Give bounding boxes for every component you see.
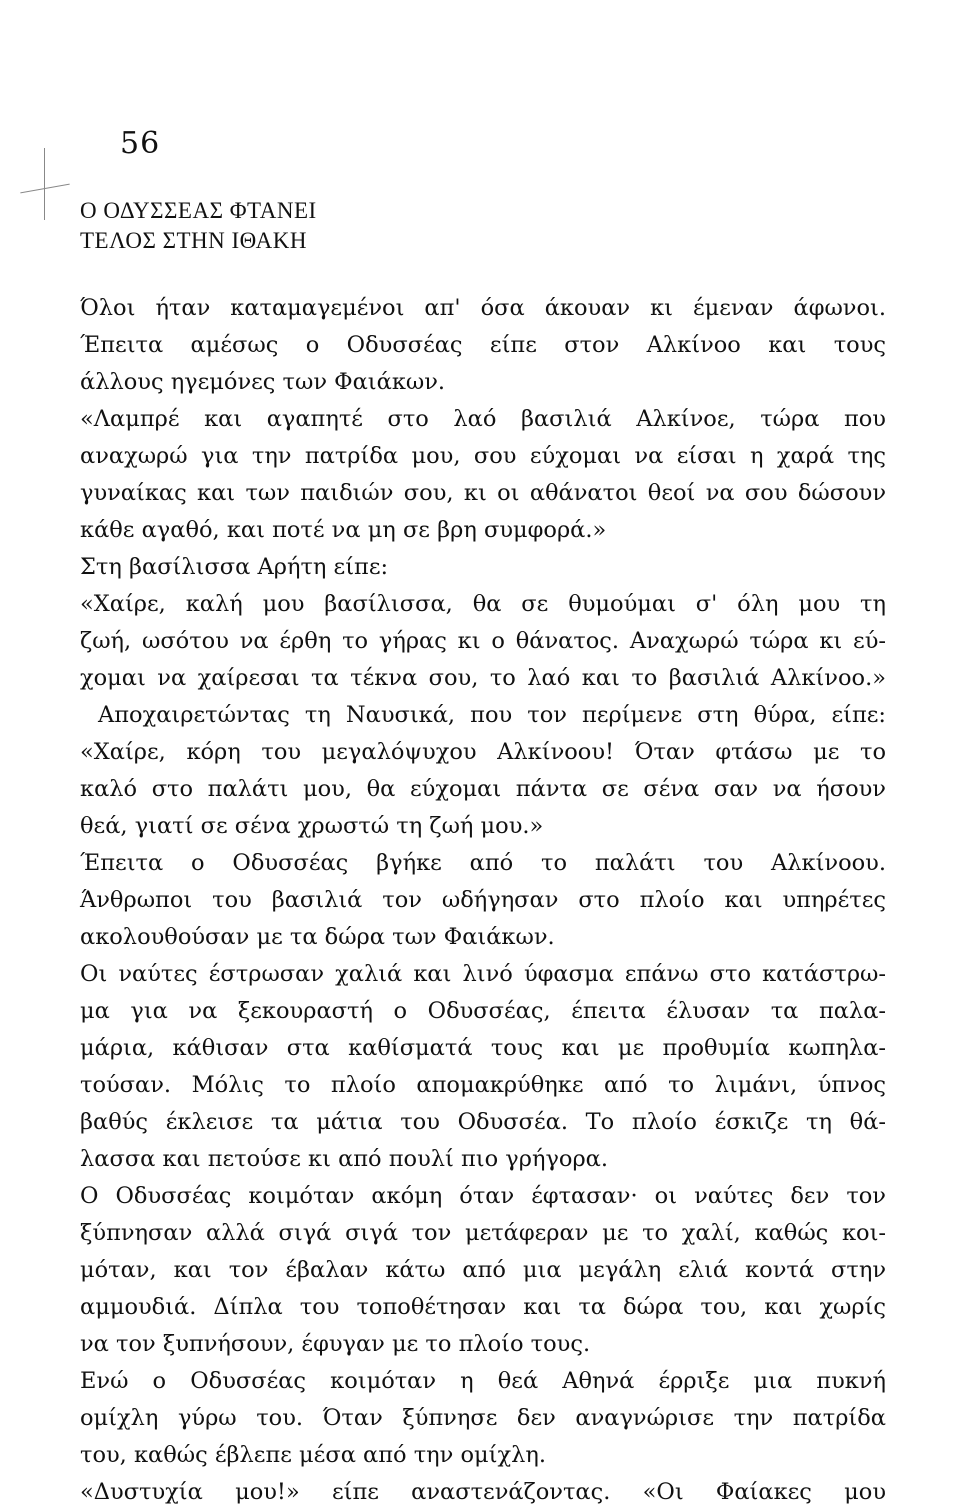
- text-line: Στη βασίλισσα Αρήτη είπε:: [80, 554, 389, 580]
- text-line: του, καθώς έβλεπε μέσα από την ομίχλη.: [80, 1442, 546, 1468]
- text-line: βαθύς έκλεισε τα μάτια του Οδυσσέα. Το πλοίο έσκιζε τη θά-: [80, 1109, 886, 1135]
- text-line: «Χαίρε, καλή μου βασίλισσα, θα σε θυμούμαι σ' όλη μου τη: [80, 591, 886, 617]
- text-line: Ενώ ο Οδυσσέας κοιμόταν η θεά Αθηνά έρριξε μια πυκνή: [80, 1368, 886, 1394]
- text-line: ακολουθούσαν με τα δώρα των Φαιάκων.: [80, 924, 555, 950]
- text-line: Οι ναύτες έστρωσαν χαλιά και λινό ύφασμα επάνω στο κατάστρω-: [80, 961, 886, 987]
- text-line: γυναίκας και των παιδιών σου, κι οι αθάνατοι θεοί να σου δώσουν: [80, 480, 886, 506]
- text-line: καλό στο παλάτι μου, θα εύχομαι πάντα σε σένα σαν να ήσουν: [80, 776, 886, 802]
- text-line: Όλοι ήταν καταμαγεμένοι απ' όσα άκουαν κι έμεναν άφωνοι.: [80, 295, 886, 321]
- text-line: άλλους ηγεμόνες των Φαιάκων.: [80, 369, 446, 395]
- text-line: μάρια, κάθισαν στα καθίσματά τους και με προθυμία κωπηλα-: [80, 1035, 886, 1061]
- text-line: ξύπνησαν αλλά σιγά σιγά τον μετάφεραν με το χαλί, καθώς κοι-: [80, 1220, 886, 1246]
- text-line: «Χαίρε, κόρη του μεγαλόψυχου Αλκίνοου! Όταν φτάσω με το: [80, 739, 886, 765]
- text-line: ζωή, ωσότου να έρθη το γήρας κι ο θάνατος. Αναχωρώ τώρα κι εύ-: [80, 628, 886, 654]
- text-line: μόταν, και τον έβαλαν κάτω από μια μεγάλη ελιά κοντά στην: [80, 1257, 886, 1283]
- text-line: ομίχλη γύρω του. Όταν ξύπνησε δεν αναγνώρισε την πατρίδα: [80, 1405, 886, 1431]
- text-line: Έπειτα αμέσως ο Οδυσσέας είπε στον Αλκίνοο και τους: [80, 332, 886, 358]
- margin-pencil-mark: [44, 148, 45, 220]
- text-line: λασσα και πετούσε κι από πουλί πιο γρήγορα.: [80, 1146, 609, 1172]
- chapter-title: [80, 196, 580, 256]
- text-line: χομαι να χαίρεσαι τα τέκνα σου, το λαό και το βασιλιά Αλκίνοο.»: [80, 665, 886, 691]
- text-line: Αποχαιρετώντας τη Ναυσικά, που τον περίμενε στη θύρα, είπε:: [98, 702, 886, 728]
- text-line: θεά, γιατί σε σένα χρωστώ τη ζωή μου.»: [80, 813, 544, 839]
- text-line: Έπειτα ο Οδυσσέας βγήκε από το παλάτι του Αλκίνοου.: [80, 850, 886, 876]
- chapter-title-line-2: ΤΕΛΟΣ ΣΤΗΝ ΙΘΑΚΗ: [80, 228, 307, 253]
- text-line: τούσαν. Μόλις το πλοίο απομακρύθηκε από το λιμάνι, ύπνος: [80, 1072, 886, 1098]
- margin-pencil-mark-stroke: [20, 184, 69, 194]
- body-text: [80, 290, 886, 1511]
- text-line: κάθε αγαθό, και ποτέ να μη σε βρη συμφορά.»: [80, 517, 607, 543]
- text-line: «Λαμπρέ και αγαπητέ στο λαό βασιλιά Αλκίνοε, τώρα που: [80, 406, 886, 432]
- text-line: μα για να ξεκουραστή ο Οδυσσέας, έπειτα έλυσαν τα παλα-: [80, 998, 886, 1024]
- text-line: αναχωρώ για την πατρίδα μου, σου εύχομαι να είσαι η χαρά της: [80, 443, 886, 469]
- text-line: Ο Οδυσσέας κοιμόταν ακόμη όταν έφτασαν· οι ναύτες δεν τον: [80, 1183, 886, 1209]
- page-number: 56: [120, 126, 161, 161]
- chapter-title-line-1: Ο ΟΔΥΣΣΕΑΣ ΦΤΑΝΕΙ: [80, 198, 317, 223]
- text-line: να τον ξυπνήσουν, έφυγαν με το πλοίο τους.: [80, 1331, 591, 1357]
- text-line: Άνθρωποι του βασιλιά τον ωδήγησαν στο πλοίο και υπηρέτες: [80, 887, 886, 913]
- text-line: «Δυστυχία μου!» είπε αναστενάζοντας. «Οι Φαίακες μου: [80, 1479, 886, 1505]
- text-line: αμμουδιά. Δίπλα του τοποθέτησαν και τα δώρα του, και χωρίς: [80, 1294, 886, 1320]
